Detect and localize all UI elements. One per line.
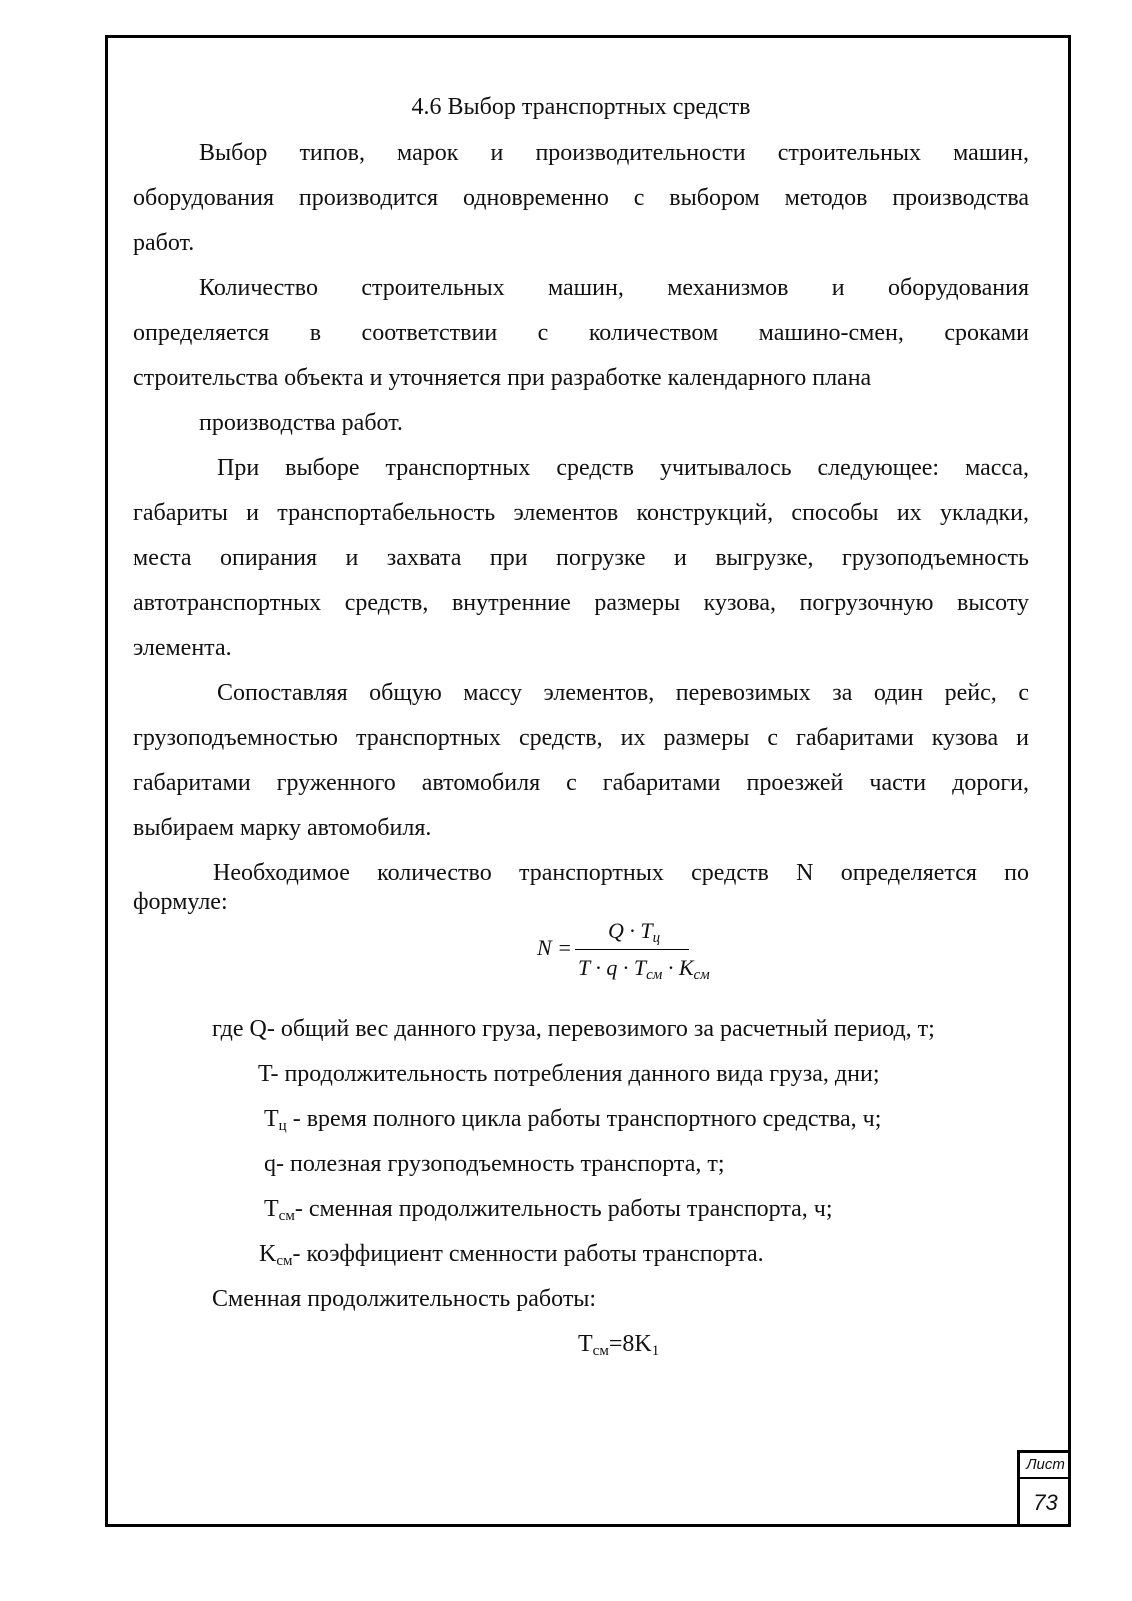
paragraph-line: грузоподъемностью транспортных средств, их размеры с габаритами кузова и xyxy=(133,725,1029,751)
definition-tc: $T_ц$ - время полного цикла работы транспортного средства, ч; xyxy=(264,1106,882,1134)
paragraph-line: габаритами груженного автомобиля с габаритами проезжей части дороги, xyxy=(133,770,1029,796)
sheet-label: Лист xyxy=(1020,1453,1071,1479)
definition-tsm: $T_{см}-$ сменная продолжительность работы транспорта, ч; xyxy=(264,1196,833,1224)
paragraph-line: производства работ. xyxy=(199,410,403,436)
paragraph-line: Выбор типов, марок и производительности строительных машин, xyxy=(199,140,1029,166)
paragraph-line: элемента. xyxy=(133,635,232,661)
paragraph-line: формуле: xyxy=(133,889,228,915)
shift-label: Сменная продолжительность работы: xyxy=(212,1286,597,1312)
definition-q-small: q- полезная грузоподъемность транспорта, т; xyxy=(264,1151,725,1177)
paragraph-line: оборудования производится одновременно с выбором методов производства xyxy=(133,185,1029,211)
definition-ksm: $K_{см}-$ коэффициент сменности работы транспорта. xyxy=(259,1241,764,1269)
definition-q: где Q- общий вес данного груза, перевозимого за расчетный период, т; xyxy=(212,1016,935,1042)
paragraph-line: габариты и транспортабельность элементов конструкций, способы их укладки, xyxy=(133,500,1029,526)
paragraph-line: работ. xyxy=(133,230,195,256)
paragraph-line: места опирания и захвата при погрузке и выгрузке, грузоподъемность xyxy=(133,545,1029,571)
paragraph-line: строительства объекта и уточняется при разработке календарного плана xyxy=(133,365,872,391)
formula-numerator: $Q \cdot T_ц$ xyxy=(608,918,661,946)
sheet-number: 73 xyxy=(1033,1490,1058,1515)
paragraph-line: выбираем марку автомобиля. xyxy=(133,815,432,841)
fraction-bar xyxy=(575,949,689,950)
section-heading: 4.6 Выбор транспортных средств xyxy=(411,94,751,120)
paragraph-line: При выборе транспортных средств учитывалось следующее: масса, xyxy=(217,455,1029,481)
definition-t: T- продолжительность потребления данного вида груза, дни; xyxy=(258,1061,880,1087)
paragraph-line: определяется в соответствии с количеством машино-смен, сроками xyxy=(133,320,1029,346)
paragraph-line: автотранспортных средств, внутренние размеры кузова, погрузочную высоту xyxy=(133,590,1029,616)
paragraph-line: Сопоставляя общую массу элементов, перевозимых за один рейс, с xyxy=(217,680,1029,706)
formula-denominator: $T \cdot q \cdot T_{см} \cdot K_{см}$ xyxy=(578,955,710,983)
formula-lhs: N = xyxy=(537,935,573,960)
paragraph-line: Необходимое количество транспортных средств N определяется по xyxy=(213,860,1029,886)
sheet-stamp xyxy=(1017,1450,1071,1527)
shift-formula: $T_{см}=8K_1$ xyxy=(578,1331,660,1359)
paragraph-line: Количество строительных машин, механизмов и оборудования xyxy=(199,275,1029,301)
